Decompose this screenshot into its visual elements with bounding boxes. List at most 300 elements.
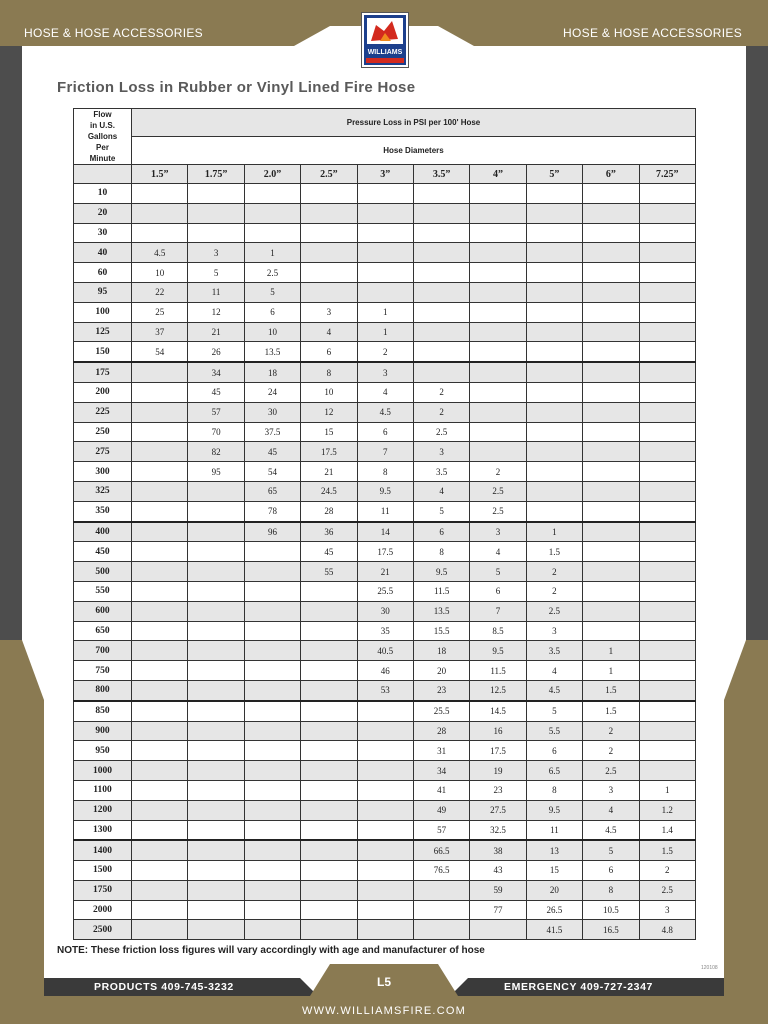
pressure-loss-cell: 36: [301, 522, 357, 542]
pressure-loss-cell: [132, 920, 188, 940]
flow-cell: 150: [74, 342, 132, 362]
pressure-loss-cell: 19: [470, 761, 526, 781]
flow-cell: 1400: [74, 840, 132, 860]
footer-website: WWW.WILLIAMSFIRE.COM: [302, 1005, 466, 1017]
flow-cell: 1750: [74, 880, 132, 900]
flow-cell: 800: [74, 680, 132, 700]
pressure-loss-cell: [244, 820, 300, 840]
pressure-loss-cell: [188, 900, 244, 920]
flow-cell: 2000: [74, 900, 132, 920]
pressure-loss-cell: 66.5: [413, 840, 469, 860]
pressure-loss-cell: 1.5: [583, 701, 639, 721]
table-row: [74, 701, 696, 721]
pressure-loss-cell: 41: [413, 780, 469, 800]
pressure-loss-cell: [188, 542, 244, 562]
pressure-loss-cell: [244, 223, 300, 243]
flow-cell: 175: [74, 362, 132, 382]
pressure-loss-cell: [639, 641, 695, 661]
pressure-loss-cell: 8: [357, 462, 413, 482]
pressure-loss-cell: 8: [526, 780, 582, 800]
pressure-loss-cell: [357, 203, 413, 223]
williams-logo: [361, 12, 409, 68]
table-row: [74, 820, 696, 840]
pressure-loss-cell: [639, 581, 695, 601]
table-row: [74, 880, 696, 900]
pressure-loss-cell: [583, 562, 639, 582]
pressure-loss-cell: [357, 741, 413, 761]
pressure-loss-cell: 6: [413, 522, 469, 542]
flow-cell: 600: [74, 601, 132, 621]
pressure-loss-cell: [132, 701, 188, 721]
pressure-loss-cell: 55: [301, 562, 357, 582]
pressure-loss-cell: [301, 920, 357, 940]
hose-size-header: 4”: [470, 165, 526, 184]
table-row: [74, 203, 696, 223]
pressure-loss-cell: 23: [413, 680, 469, 700]
table-row: [74, 780, 696, 800]
hose-size-header: 2.0”: [244, 165, 300, 184]
flow-cell: 40: [74, 243, 132, 263]
pressure-loss-cell: [188, 761, 244, 781]
pressure-loss-cell: [583, 581, 639, 601]
pressure-loss-cell: 12: [301, 402, 357, 422]
pressure-loss-cell: [244, 761, 300, 781]
hose-size-header: 7.25”: [639, 165, 695, 184]
pressure-loss-cell: [301, 263, 357, 283]
flow-cell: 225: [74, 402, 132, 422]
pressure-loss-cell: [132, 861, 188, 881]
pressure-loss-cell: [639, 362, 695, 382]
pressure-loss-cell: [301, 223, 357, 243]
flow-header-line: Per: [96, 143, 109, 152]
table-row: [74, 661, 696, 681]
pressure-loss-cell: 3: [526, 621, 582, 641]
pressure-loss-cell: 21: [301, 462, 357, 482]
flow-header-line: in U.S.: [90, 121, 115, 130]
flow-cell: 400: [74, 522, 132, 542]
pressure-loss-cell: [357, 900, 413, 920]
pressure-loss-cell: 37.5: [244, 422, 300, 442]
table-row: [74, 581, 696, 601]
flow-cell: 125: [74, 322, 132, 342]
pressure-loss-cell: 15.5: [413, 621, 469, 641]
pressure-loss-cell: 1.2: [639, 800, 695, 820]
flow-header-line: Flow: [93, 110, 112, 119]
pressure-loss-cell: [357, 282, 413, 302]
pressure-loss-cell: [132, 522, 188, 542]
flow-cell: 650: [74, 621, 132, 641]
pressure-loss-cell: [583, 522, 639, 542]
table-row: [74, 680, 696, 700]
pressure-loss-cell: [526, 342, 582, 362]
pressure-loss-cell: 13: [526, 840, 582, 860]
flow-cell: 20: [74, 203, 132, 223]
pressure-loss-cell: [470, 282, 526, 302]
flow-cell: 1200: [74, 800, 132, 820]
table-row: [74, 184, 696, 204]
pressure-loss-cell: 23: [470, 780, 526, 800]
pressure-loss-cell: 28: [413, 721, 469, 741]
pressure-loss-cell: 5: [583, 840, 639, 860]
pressure-loss-cell: 6: [470, 581, 526, 601]
pressure-loss-cell: [132, 840, 188, 860]
hose-size-header: 2.5”: [301, 165, 357, 184]
pressure-loss-cell: 13.5: [244, 342, 300, 362]
pressure-loss-cell: [132, 820, 188, 840]
pressure-loss-cell: 78: [244, 501, 300, 521]
pressure-loss-cell: 6: [526, 741, 582, 761]
pressure-loss-cell: [132, 402, 188, 422]
pressure-loss-cell: 17.5: [357, 542, 413, 562]
pressure-loss-cell: [583, 501, 639, 521]
pressure-loss-cell: [301, 861, 357, 881]
pressure-loss-cell: 1.5: [583, 680, 639, 700]
pressure-loss-cell: [132, 721, 188, 741]
table-row: [74, 920, 696, 940]
pressure-loss-cell: [413, 263, 469, 283]
pressure-loss-cell: 9.5: [357, 481, 413, 501]
pressure-loss-cell: 4.5: [583, 820, 639, 840]
flow-cell: 700: [74, 641, 132, 661]
table-row: [74, 442, 696, 462]
pressure-loss-cell: [132, 581, 188, 601]
pressure-loss-cell: [188, 203, 244, 223]
pressure-loss-cell: [188, 920, 244, 940]
pressure-loss-cell: [639, 601, 695, 621]
pressure-loss-cell: [583, 422, 639, 442]
pressure-loss-cell: [244, 741, 300, 761]
pressure-loss-cell: [526, 184, 582, 204]
flow-cell: 300: [74, 462, 132, 482]
pressure-loss-cell: [301, 203, 357, 223]
flow-cell: 450: [74, 542, 132, 562]
pressure-loss-cell: [244, 721, 300, 741]
pressure-loss-cell: [413, 223, 469, 243]
pressure-loss-cell: 2: [413, 402, 469, 422]
flow-cell: 2500: [74, 920, 132, 940]
table-row: [74, 481, 696, 501]
pressure-loss-cell: 1.5: [639, 840, 695, 860]
pressure-loss-cell: [132, 562, 188, 582]
pressure-loss-cell: [583, 322, 639, 342]
pressure-loss-cell: [188, 641, 244, 661]
pressure-loss-cell: [639, 661, 695, 681]
pressure-loss-cell: [132, 761, 188, 781]
flow-cell: 350: [74, 501, 132, 521]
pressure-loss-cell: 30: [244, 402, 300, 422]
pressure-loss-cell: [301, 243, 357, 263]
pressure-loss-cell: 57: [188, 402, 244, 422]
hose-size-header: 6”: [583, 165, 639, 184]
pressure-loss-cell: 17.5: [301, 442, 357, 462]
pressure-loss-cell: [244, 581, 300, 601]
pressure-loss-cell: 2: [470, 462, 526, 482]
table-row: [74, 382, 696, 402]
pressure-loss-cell: 8.5: [470, 621, 526, 641]
pressure-loss-cell: [357, 840, 413, 860]
flow-cell: 500: [74, 562, 132, 582]
pressure-loss-cell: [132, 184, 188, 204]
flow-cell: 10: [74, 184, 132, 204]
pressure-loss-cell: [244, 621, 300, 641]
flow-cell: 850: [74, 701, 132, 721]
pressure-loss-cell: [132, 741, 188, 761]
pressure-loss-cell: 1: [526, 522, 582, 542]
pressure-loss-cell: 2: [639, 861, 695, 881]
pressure-loss-cell: [132, 382, 188, 402]
pressure-loss-cell: 8: [301, 362, 357, 382]
friction-loss-table: [73, 108, 696, 940]
table-row: [74, 243, 696, 263]
pressure-loss-cell: 21: [357, 562, 413, 582]
pressure-loss-cell: 11.5: [413, 581, 469, 601]
pressure-loss-cell: 77: [470, 900, 526, 920]
pressure-loss-cell: [357, 861, 413, 881]
pressure-loss-cell: [526, 263, 582, 283]
pressure-loss-cell: [188, 820, 244, 840]
table-row: [74, 522, 696, 542]
pressure-loss-cell: [132, 501, 188, 521]
flow-cell: 275: [74, 442, 132, 462]
pressure-loss-cell: 24.5: [301, 481, 357, 501]
pressure-loss-cell: 1: [357, 302, 413, 322]
pressure-loss-cell: [188, 621, 244, 641]
header-right-label: HOSE & HOSE ACCESSORIES: [563, 26, 742, 40]
pressure-loss-cell: [526, 302, 582, 322]
pressure-loss-cell: [132, 223, 188, 243]
pressure-loss-cell: 1: [639, 780, 695, 800]
pressure-loss-cell: [244, 800, 300, 820]
pressure-loss-cell: 1: [583, 661, 639, 681]
pressure-loss-cell: [526, 481, 582, 501]
pressure-loss-cell: 11: [188, 282, 244, 302]
pressure-loss-cell: 22: [132, 282, 188, 302]
pressure-loss-cell: [132, 601, 188, 621]
pressure-loss-cell: [357, 184, 413, 204]
pressure-loss-cell: [639, 382, 695, 402]
pressure-loss-cell: [301, 840, 357, 860]
pressure-loss-cell: 34: [413, 761, 469, 781]
pressure-loss-cell: [639, 402, 695, 422]
pressure-loss-cell: 5: [188, 263, 244, 283]
table-row: [74, 562, 696, 582]
pressure-loss-cell: 2.5: [470, 501, 526, 521]
pressure-loss-cell: [470, 442, 526, 462]
pressure-loss-cell: [470, 184, 526, 204]
flow-cell: 1300: [74, 820, 132, 840]
pressure-loss-cell: [132, 481, 188, 501]
flow-cell: 200: [74, 382, 132, 402]
pressure-loss-cell: 2.5: [413, 422, 469, 442]
table-row: [74, 223, 696, 243]
pressure-loss-cell: [301, 701, 357, 721]
pressure-loss-cell: [301, 621, 357, 641]
pressure-loss-cell: [357, 721, 413, 741]
pressure-loss-cell: 76.5: [413, 861, 469, 881]
pressure-loss-cell: [301, 661, 357, 681]
pressure-loss-cell: [301, 800, 357, 820]
pressure-loss-cell: [470, 243, 526, 263]
pressure-loss-cell: [413, 880, 469, 900]
pressure-loss-cell: [639, 522, 695, 542]
pressure-loss-cell: 1: [357, 322, 413, 342]
right-side-bar: [746, 0, 768, 640]
pressure-loss-cell: [413, 243, 469, 263]
pressure-loss-cell: 2: [583, 741, 639, 761]
table-row: [74, 601, 696, 621]
pressure-loss-cell: 17.5: [470, 741, 526, 761]
footer-products-phone: PRODUCTS 409-745-3232: [94, 981, 234, 993]
pressure-loss-cell: 57: [413, 820, 469, 840]
pressure-loss-cell: [639, 263, 695, 283]
pressure-loss-cell: [639, 562, 695, 582]
table-row: [74, 741, 696, 761]
flow-cell: 95: [74, 282, 132, 302]
hose-size-header: 3.5”: [413, 165, 469, 184]
footer-emergency-phone: EMERGENCY 409-727-2347: [504, 981, 653, 993]
pressure-loss-cell: 28: [301, 501, 357, 521]
pressure-loss-cell: [526, 462, 582, 482]
pressure-loss-cell: [132, 203, 188, 223]
table-row: [74, 462, 696, 482]
pressure-loss-cell: [132, 362, 188, 382]
document-code: 120108: [701, 965, 718, 971]
friction-loss-note: NOTE: These friction loss figures will vary accordingly with age and manufacturer of hose: [57, 945, 485, 956]
pressure-loss-cell: [132, 661, 188, 681]
pressure-loss-cell: [357, 820, 413, 840]
pressure-loss-cell: [244, 601, 300, 621]
pressure-loss-cell: [413, 920, 469, 940]
pressure-loss-cell: [413, 282, 469, 302]
pressure-loss-cell: [639, 741, 695, 761]
pressure-loss-cell: [301, 680, 357, 700]
pressure-loss-cell: [639, 302, 695, 322]
logo-wordmark: WILLIAMS: [367, 49, 403, 56]
pressure-loss-cell: 2.5: [526, 601, 582, 621]
pressure-loss-cell: [639, 481, 695, 501]
pressure-loss-cell: 30: [357, 601, 413, 621]
pressure-loss-cell: [188, 880, 244, 900]
pressure-loss-cell: 4: [413, 481, 469, 501]
pressure-loss-cell: [526, 243, 582, 263]
pressure-loss-cell: 35: [357, 621, 413, 641]
pressure-loss-cell: [188, 581, 244, 601]
pressure-loss-cell: 54: [244, 462, 300, 482]
pressure-loss-cell: 6: [357, 422, 413, 442]
pressure-loss-cell: 40.5: [357, 641, 413, 661]
pressure-loss-cell: [244, 880, 300, 900]
pressure-loss-cell: [132, 462, 188, 482]
pressure-loss-cell: 4: [583, 800, 639, 820]
pressure-loss-cell: 13.5: [413, 601, 469, 621]
pressure-loss-cell: [301, 721, 357, 741]
pressure-loss-cell: [470, 382, 526, 402]
pressure-loss-cell: [188, 861, 244, 881]
pressure-loss-cell: 3: [583, 780, 639, 800]
pressure-loss-cell: [583, 282, 639, 302]
pressure-loss-cell: 5: [413, 501, 469, 521]
pressure-loss-cell: [132, 880, 188, 900]
pressure-loss-cell: [470, 342, 526, 362]
pressure-loss-cell: 9.5: [413, 562, 469, 582]
flow-cell: 1000: [74, 761, 132, 781]
pressure-loss-cell: [357, 263, 413, 283]
pressure-loss-cell: [583, 263, 639, 283]
pressure-loss-cell: 20: [526, 880, 582, 900]
pressure-loss-cell: [301, 820, 357, 840]
pressure-loss-cell: [244, 780, 300, 800]
pressure-loss-cell: [526, 402, 582, 422]
pressure-loss-cell: [188, 562, 244, 582]
pressure-loss-cell: 2.5: [639, 880, 695, 900]
pressure-loss-cell: 4.5: [357, 402, 413, 422]
pressure-loss-cell: [583, 342, 639, 362]
flow-column-header: [74, 109, 132, 165]
pressure-loss-cell: [639, 680, 695, 700]
pressure-loss-cell: [583, 243, 639, 263]
pressure-loss-header: Pressure Loss in PSI per 100' Hose: [132, 109, 696, 137]
pressure-loss-cell: 12.5: [470, 680, 526, 700]
pressure-loss-cell: [583, 481, 639, 501]
pressure-loss-cell: 32.5: [470, 820, 526, 840]
pressure-loss-cell: [639, 282, 695, 302]
pressure-loss-cell: [583, 382, 639, 402]
pressure-loss-cell: 3: [470, 522, 526, 542]
flow-cell: 325: [74, 481, 132, 501]
page-title: Friction Loss in Rubber or Vinyl Lined Fire Hose: [57, 79, 416, 96]
pressure-loss-cell: 5: [244, 282, 300, 302]
table-row: [74, 721, 696, 741]
pressure-loss-cell: [639, 701, 695, 721]
pressure-loss-cell: [413, 342, 469, 362]
hose-size-header: 5”: [526, 165, 582, 184]
pressure-loss-cell: 2: [583, 721, 639, 741]
pressure-loss-cell: [132, 800, 188, 820]
pressure-loss-cell: 10.5: [583, 900, 639, 920]
pressure-loss-cell: [526, 223, 582, 243]
pressure-loss-cell: [132, 542, 188, 562]
pressure-loss-cell: 3: [639, 900, 695, 920]
pressure-loss-cell: 4.5: [132, 243, 188, 263]
pressure-loss-cell: [357, 761, 413, 781]
pressure-loss-cell: [357, 243, 413, 263]
pressure-loss-cell: [526, 322, 582, 342]
pressure-loss-cell: 25: [132, 302, 188, 322]
pressure-loss-cell: 26.5: [526, 900, 582, 920]
pressure-loss-cell: [413, 362, 469, 382]
pressure-loss-cell: [413, 900, 469, 920]
pressure-loss-cell: [132, 780, 188, 800]
pressure-loss-cell: [188, 741, 244, 761]
pressure-loss-cell: [301, 601, 357, 621]
pressure-loss-cell: 11: [526, 820, 582, 840]
pressure-loss-cell: [583, 462, 639, 482]
pressure-loss-cell: [188, 721, 244, 741]
pressure-loss-cell: 16: [470, 721, 526, 741]
table-row: [74, 282, 696, 302]
table-row: [74, 402, 696, 422]
pressure-loss-cell: [639, 621, 695, 641]
pressure-loss-cell: [244, 203, 300, 223]
pressure-loss-cell: [188, 184, 244, 204]
pressure-loss-cell: 12: [188, 302, 244, 322]
header-left-label: HOSE & HOSE ACCESSORIES: [24, 26, 203, 40]
pressure-loss-cell: 53: [357, 680, 413, 700]
pressure-loss-cell: 45: [244, 442, 300, 462]
pressure-loss-cell: [301, 761, 357, 781]
pressure-loss-cell: 4.8: [639, 920, 695, 940]
table-row: [74, 621, 696, 641]
